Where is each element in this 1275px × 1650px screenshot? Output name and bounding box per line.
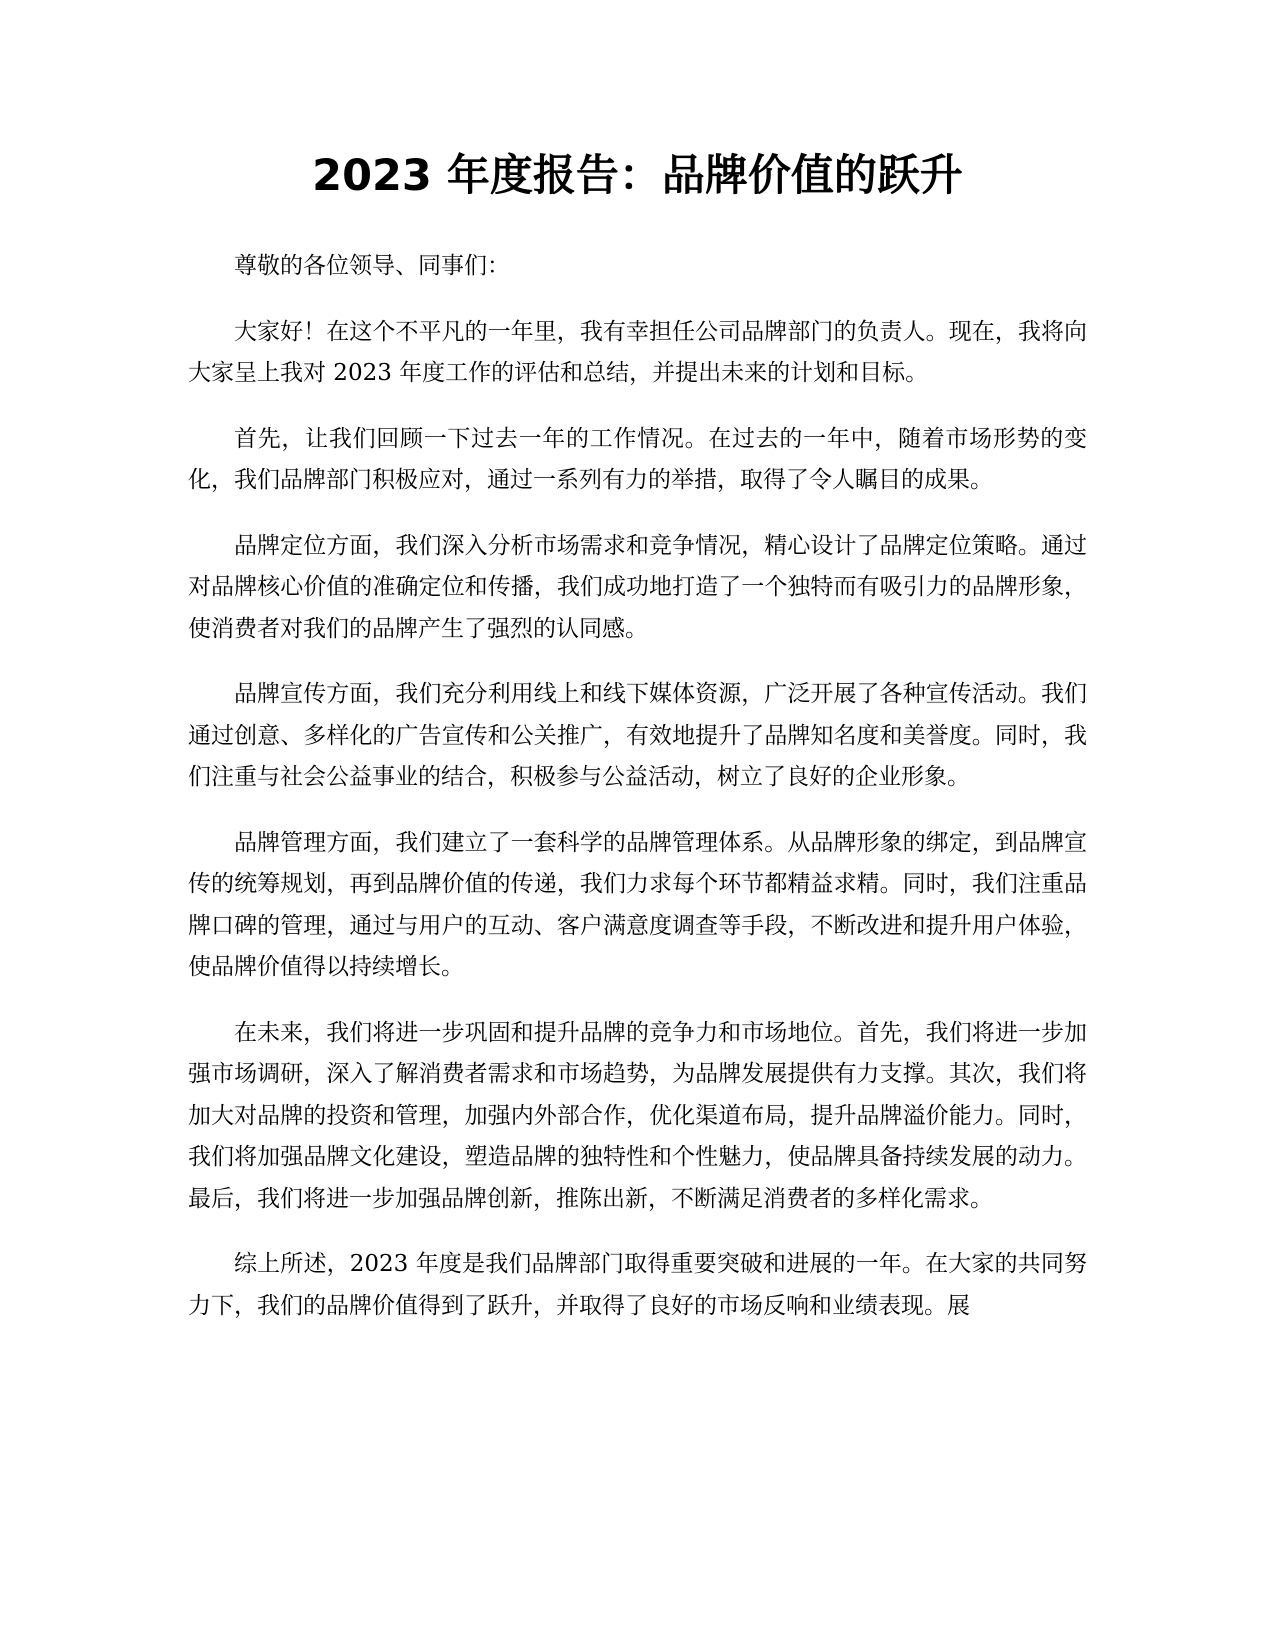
document-body bbox=[188, 246, 1087, 1351]
greeting-paragraph: 大家好！在这个不平凡的一年里，我有幸担任公司品牌部门的负责人。现在，我将向大家呈上我对 2023 年度工作的评估和总结，并提出未来的计划和目标。 bbox=[188, 318, 1087, 386]
brand-management-paragraph: 品牌管理方面，我们建立了一套科学的品牌管理体系。从品牌形象的绑定，到品牌宣传的统筹规划，再到品牌价值的传递，我们力求每个环节都精益求精。同时，我们注重品牌口碑的管理，通过与用户的互动、客户满意度调查等手段，不断改进和提升用户体验，使品牌价值得以持续增长。 bbox=[188, 829, 1087, 980]
review-paragraph: 首先，让我们回顾一下过去一年的工作情况。在过去的一年中，随着市场形势的变化，我们品牌部门积极应对，通过一系列有力的举措，取得了令人瞩目的成果。 bbox=[188, 425, 1087, 493]
summary-paragraph: 综上所述，2023 年度是我们品牌部门取得重要突破和进展的一年。在大家的共同努力下，我们的品牌价值得到了跃升，并取得了良好的市场反响和业绩表现。展 bbox=[188, 1251, 1087, 1319]
brand-positioning-paragraph: 品牌定位方面，我们深入分析市场需求和竞争情况，精心设计了品牌定位策略。通过对品牌核心价值的准确定位和传播，我们成功地打造了一个独特而有吸引力的品牌形象，使消费者对我们的品牌产生了强烈的认同感。 bbox=[188, 532, 1087, 642]
brand-promotion-paragraph: 品牌宣传方面，我们充分利用线上和线下媒体资源，广泛开展了各种宣传活动。我们通过创意、多样化的广告宣传和公关推广，有效地提升了品牌知名度和美誉度。同时，我们注重与社会公益事业的结合，积极参与公益活动，树立了良好的企业形象。 bbox=[188, 681, 1087, 790]
document-title: 2023 年度报告：品牌价值的跃升 bbox=[312, 151, 963, 201]
future-plan-paragraph: 在未来，我们将进一步巩固和提升品牌的竞争力和市场地位。首先，我们将进一步加强市场调研，深入了解消费者需求和市场趋势，为品牌发展提供有力支撑。其次，我们将加大对品牌的投资和管理，加强内外部合作，优化渠道布局，提升品牌溢价能力。同时，我们将加强品牌文化建设，塑造品牌的独特性和个性魅力，使品牌具备持续发展的动力。最后，我们将进一步加强品牌创新，推陈出新，不断满足消费者的多样化需求。 bbox=[188, 1019, 1087, 1212]
salutation-paragraph: 尊敬的各位领导、同事们： bbox=[234, 253, 510, 279]
